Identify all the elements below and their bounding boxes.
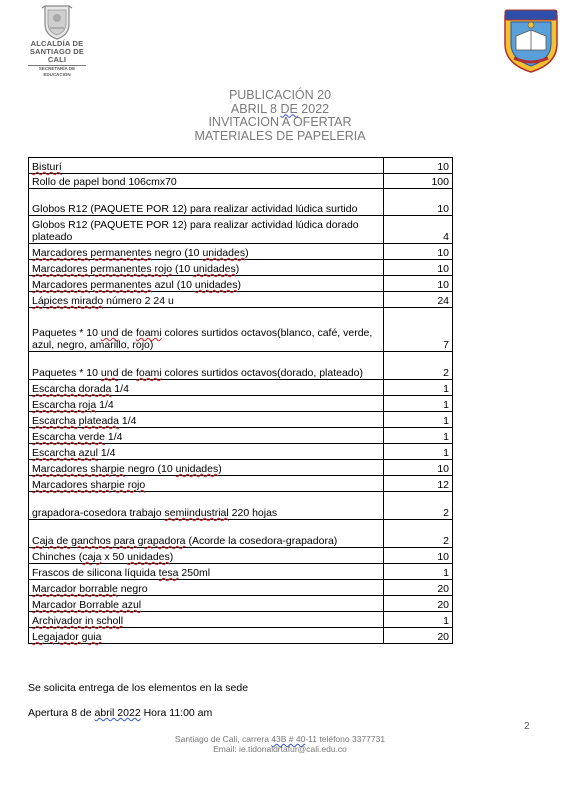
date-part: ABRIL 8	[230, 101, 281, 116]
item-text: grapadora-cosedora trabajo	[32, 507, 165, 519]
item-quantity: 10	[384, 189, 453, 216]
item-text: Archivador in scholl	[32, 615, 124, 627]
item-text: Marcadores sharpie	[32, 463, 125, 475]
item-quantity: 1	[384, 444, 453, 460]
footer-address	[140, 734, 420, 744]
footer-address-number: 43B # 40	[271, 734, 306, 744]
item-text: foami	[135, 327, 162, 339]
item-description	[29, 174, 384, 189]
school-crest-logo	[500, 6, 562, 74]
table-row	[29, 276, 453, 292]
item-quantity: 10	[384, 460, 453, 476]
item-description	[29, 352, 384, 380]
item-text: Paquetes * 10	[32, 367, 101, 379]
item-quantity: 2	[384, 352, 453, 380]
item-quantity: 2	[384, 520, 453, 548]
item-description	[29, 396, 384, 412]
item-quantity: 10	[384, 276, 453, 292]
item-text: negro	[117, 583, 148, 595]
item-quantity: 1	[384, 380, 453, 396]
item-description	[29, 548, 384, 564]
item-text: Escarcha azul	[32, 447, 98, 459]
item-quantity: 2	[384, 492, 453, 520]
item-text: negro (10	[124, 463, 176, 475]
item-quantity: 1	[384, 612, 453, 628]
table-row	[29, 244, 453, 260]
item-description	[29, 580, 384, 596]
item-quantity: 1	[384, 428, 453, 444]
item-text: Chinches (	[32, 551, 83, 563]
item-description	[29, 444, 384, 460]
item-text: 1/4	[104, 431, 123, 443]
item-text: Marcadores sharpie rojo	[32, 479, 146, 491]
item-text: (10	[172, 263, 194, 275]
publication-date	[0, 103, 560, 117]
opening-pre: Apertura 8 de	[28, 707, 95, 719]
item-text: unidades	[175, 463, 219, 475]
coat-of-arms-icon	[39, 2, 75, 40]
table-row	[29, 174, 453, 189]
item-text: negro (10	[151, 247, 203, 259]
item-text: 1/4	[111, 383, 129, 395]
delivery-note: Se solicita entrega de los elementos en la sede	[28, 682, 249, 694]
item-description	[29, 476, 384, 492]
item-text: Lápices mirado	[32, 295, 104, 307]
opening-time: Hora 11:00 am	[140, 707, 213, 719]
item-quantity: 100	[384, 174, 453, 189]
item-text: colores surtidos octavos(blanco, café, verde, azul, negro, amarillo, rojo)	[32, 327, 373, 351]
item-quantity: 1	[384, 564, 453, 580]
opening-date: abril 2022	[94, 707, 141, 719]
item-text: Paquetes * 10	[32, 327, 101, 339]
page-footer	[140, 734, 420, 754]
item-description	[29, 276, 384, 292]
item-text: semiindustrial	[164, 507, 229, 519]
item-text: de	[118, 367, 136, 379]
item-description	[29, 158, 384, 174]
item-text: Globos R12 (PAQUETE POR 12) para realizar actividad lúdica surtido	[32, 203, 358, 215]
item-text: 1/4	[97, 447, 116, 459]
item-text: Marcador borrable	[32, 583, 118, 595]
item-description	[29, 260, 384, 276]
item-description	[29, 520, 384, 548]
item-text: )	[235, 263, 240, 275]
item-quantity: 10	[384, 548, 453, 564]
table-row	[29, 564, 453, 580]
date-year: 2022	[297, 101, 330, 116]
item-description	[29, 308, 384, 352]
item-text: und	[100, 327, 119, 339]
table-row	[29, 460, 453, 476]
item-text: )	[218, 463, 222, 475]
item-description	[29, 292, 384, 308]
item-text: Marcadores permanentes rojo	[32, 263, 173, 275]
school-crest-icon	[500, 6, 562, 74]
table-row	[29, 492, 453, 520]
item-text: unidades	[193, 263, 236, 275]
item-description	[29, 216, 384, 244]
item-quantity: 10	[384, 260, 453, 276]
item-quantity: 10	[384, 158, 453, 174]
item-description	[29, 612, 384, 628]
item-text: und	[100, 367, 119, 379]
item-description	[29, 596, 384, 612]
item-quantity: 12	[384, 476, 453, 492]
table-row	[29, 292, 453, 308]
table-row	[29, 158, 453, 174]
item-quantity: 1	[384, 412, 453, 428]
item-text: x 50	[101, 551, 128, 563]
item-description	[29, 628, 384, 644]
item-text: unidades	[127, 551, 170, 563]
item-description	[29, 380, 384, 396]
table-row	[29, 520, 453, 548]
footer-address-phone: -11 teléfono 3377731	[305, 734, 386, 744]
publication-number: PUBLICACIÓN 20	[228, 88, 332, 102]
logo-line-2: SANTIAGO DE CALI	[29, 47, 85, 64]
alcaldia-logo	[22, 2, 92, 77]
invitation-title: INVITACION A OFERTAR	[208, 115, 352, 129]
item-description	[29, 244, 384, 260]
item-quantity: 20	[384, 596, 453, 612]
table-row	[29, 189, 453, 216]
item-text: unidades	[194, 279, 238, 291]
item-quantity: 7	[384, 308, 453, 352]
table-row	[29, 352, 453, 380]
item-text: Legajador guia	[32, 631, 102, 643]
item-text: de	[118, 327, 136, 339]
item-text: 1/4	[118, 415, 137, 427]
item-quantity: 4	[384, 216, 453, 244]
materials-table	[28, 157, 453, 644]
item-text: tesa	[158, 567, 179, 579]
item-text: Escarcha plateada	[32, 415, 119, 427]
table-row	[29, 412, 453, 428]
item-text: Rollo de papel bond 106cmx70	[32, 176, 177, 188]
table-row	[29, 380, 453, 396]
table-row	[29, 396, 453, 412]
item-quantity: 1	[384, 396, 453, 412]
table-row	[29, 612, 453, 628]
item-text: )	[169, 551, 174, 563]
date-part-underlined: DE	[280, 101, 298, 116]
item-text: Globos R12 (PAQUETE POR 12) para realizar actividad lúdica dorado plateado	[32, 219, 359, 243]
item-text: Marcadores permanentes	[32, 279, 152, 291]
item-quantity: 20	[384, 628, 453, 644]
opening-note	[28, 707, 212, 719]
item-text: )	[237, 279, 241, 291]
item-text: )	[245, 247, 249, 259]
item-description	[29, 492, 384, 520]
table-row	[29, 216, 453, 244]
item-text: Escarcha dorada	[32, 383, 112, 395]
item-text: número 2 24 u	[103, 295, 174, 307]
item-text: 250ml	[178, 567, 211, 579]
item-text: (Acorde la cosedora-grapadora)	[185, 535, 338, 547]
table-row	[29, 596, 453, 612]
table-row	[29, 476, 453, 492]
materials-title: MATERIALES DE PAPELERIA	[194, 128, 366, 143]
item-description	[29, 428, 384, 444]
item-text: colores surtidos octavos(dorado, plateado)	[161, 367, 363, 379]
table-row	[29, 628, 453, 644]
item-quantity: 20	[384, 580, 453, 596]
item-text: Caja de ganchos para grapadora	[32, 535, 186, 547]
document-header	[0, 89, 560, 143]
item-text: unidades	[202, 247, 246, 259]
logo-line-1: ALCALDÍA DE	[30, 39, 84, 48]
item-quantity: 24	[384, 292, 453, 308]
page-number: 2	[524, 721, 530, 732]
item-description	[29, 564, 384, 580]
item-text: 1/4	[96, 399, 114, 411]
logo-line-3: SECRETARÍA DE EDUCACIÓN	[28, 65, 86, 78]
item-text: Marcadores permanentes	[32, 247, 152, 259]
footer-email: Email: ie.tidonaldrtafur@cali.edu.co	[213, 744, 347, 754]
footer-address-pre: Santiago de Cali, carrera	[174, 734, 272, 744]
table-row	[29, 428, 453, 444]
item-quantity: 10	[384, 244, 453, 260]
table-row	[29, 548, 453, 564]
item-description	[29, 460, 384, 476]
item-text: Escarcha verde	[32, 431, 105, 443]
item-text: Bisturí	[32, 161, 62, 173]
table-row	[29, 260, 453, 276]
item-text: azul (10	[151, 279, 195, 291]
item-description	[29, 189, 384, 216]
item-text: Marcador Borrable azul	[32, 599, 142, 611]
table-row	[29, 308, 453, 352]
item-text: Frascos de silicona líquida	[32, 567, 159, 579]
item-text: Escarcha roja	[32, 399, 97, 411]
item-text: caja	[82, 551, 102, 563]
item-text: foami	[135, 367, 162, 379]
item-text: 220 hojas	[228, 507, 278, 519]
item-description	[29, 412, 384, 428]
table-row	[29, 580, 453, 596]
table-row	[29, 444, 453, 460]
